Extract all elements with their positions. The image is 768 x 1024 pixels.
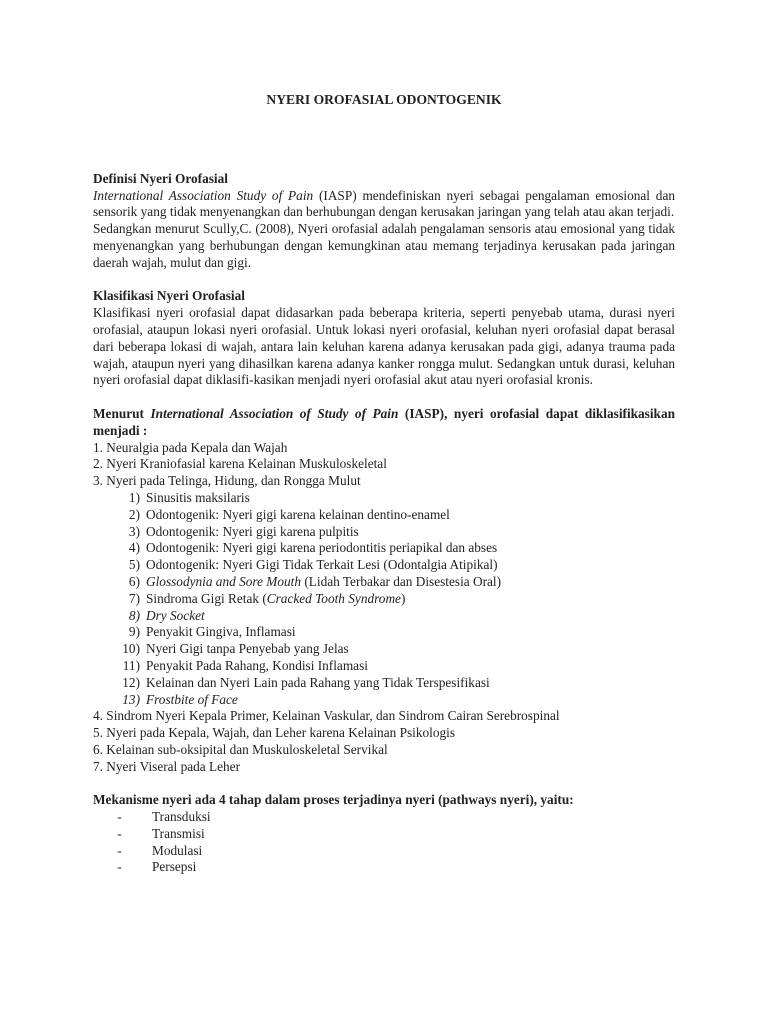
menurut-pre: Menurut — [93, 405, 151, 421]
sublist-number: 4) — [128, 540, 140, 556]
list-item — [93, 742, 675, 759]
classification-sublist — [93, 490, 675, 708]
dash-bullet: - — [117, 809, 122, 825]
mekanisme-text: Transmisi — [152, 825, 205, 841]
sublist-text: Odontogenik: Nyeri gigi karena pulpitis — [146, 523, 359, 539]
sublist-item — [93, 524, 675, 541]
sublist-item — [93, 675, 675, 692]
sublist-number: 6) — [128, 573, 140, 589]
heading-definisi: Definisi Nyeri Orofasial — [93, 170, 228, 186]
list-number: 2. — [93, 456, 107, 472]
classification-list-a — [93, 440, 675, 490]
sublist-text: Sinusitis maksilaris — [146, 489, 250, 505]
list-number: 5. — [93, 725, 107, 741]
list-number: 4. — [93, 708, 107, 724]
dash-bullet: - — [117, 859, 122, 875]
sublist-text: Sindroma Gigi Retak ( — [146, 590, 267, 606]
sublist-text: Kelainan dan Nyeri Lain pada Rahang yang Tidak Terspesifikasi — [146, 674, 490, 690]
sublist-number: 9) — [128, 624, 140, 640]
menurut-post: (IASP), nyeri orofasial dapat diklasifikasikan menjadi : — [93, 405, 675, 438]
list-text: Nyeri pada Telinga, Hidung, dan Rongga Mulut — [106, 473, 361, 489]
list-item — [93, 725, 675, 742]
sublist-number: 2) — [128, 506, 140, 522]
sublist-number: 1) — [128, 489, 140, 505]
mekanisme-item — [93, 809, 675, 826]
list-item — [93, 708, 675, 725]
list-item — [93, 759, 675, 776]
list-text: Nyeri pada Kepala, Wajah, dan Leher karena Kelainan Psikologis — [106, 725, 456, 741]
sublist-text: Odontogenik: Nyeri gigi karena kelainan dentino-enamel — [146, 506, 450, 522]
classification-list-b — [93, 708, 675, 775]
paragraph-definisi-1 — [93, 188, 675, 222]
sublist-text: Penyakit Gingiva, Inflamasi — [146, 624, 296, 640]
list-text: Nyeri Viseral pada Leher — [106, 758, 241, 774]
sublist-number: 7) — [128, 590, 140, 606]
mekanisme-text: Modulasi — [152, 842, 203, 858]
sublist-number: 13) — [122, 691, 140, 707]
sublist-italic: Cracked Tooth Syndrome — [266, 590, 401, 606]
mekanisme-text: Persepsi — [152, 859, 197, 875]
sublist-number: 11) — [122, 657, 140, 673]
list-item — [93, 440, 675, 457]
mekanisme-item — [93, 826, 675, 843]
iasp-italic: International Association Study of Pain — [93, 187, 314, 203]
sublist-item — [93, 557, 675, 574]
page-title: NYERI OROFASIAL ODONTOGENIK — [266, 92, 502, 107]
list-number: 3. — [93, 473, 107, 489]
sublist-number: 12) — [122, 674, 140, 690]
sublist-item — [93, 641, 675, 658]
list-text: Kelainan sub-oksipital dan Muskuloskeletal Servikal — [106, 741, 388, 757]
sublist-text: (Lidah Terbakar dan Disestesia Oral) — [301, 573, 502, 589]
sublist-item — [93, 608, 675, 625]
list-item — [93, 473, 675, 490]
sublist-italic: Glossodynia and Sore Mouth — [146, 573, 301, 589]
sublist-text: Penyakit Pada Rahang, Kondisi Inflamasi — [146, 657, 368, 673]
sublist-item — [93, 591, 675, 608]
sublist-italic: Dry Socket — [146, 607, 205, 623]
list-text: Neuralgia pada Kepala dan Wajah — [106, 439, 288, 455]
paragraph-text: (IASP) mendefiniskan nyeri sebagai pengalaman emosional dan sensorik yang tidak menyenangkan dan berhubungan dengan kerusakan jaringan yang telah atau akan terjadi. — [93, 187, 675, 220]
sublist-number: 10) — [122, 641, 140, 657]
sublist-text: Nyeri Gigi tanpa Penyebab yang Jelas — [146, 641, 349, 657]
mekanisme-text: Transduksi — [152, 809, 211, 825]
heading-mekanisme: Mekanisme nyeri ada 4 tahap dalam proses terjadinya nyeri (pathways nyeri), yaitu: — [93, 792, 574, 808]
paragraph-klasifikasi: Klasifikasi nyeri orofasial dapat didasarkan pada beberapa kriteria, seperti penyebab utama, durasi nyeri orofasial, ataupun lokasi nyeri orofasial. Untuk lokasi nyeri orofasial, keluhan nyeri orofasial dapat berasal dari beberapa lokasi di wajah, antara lain keluhan karena adanya kerusakan pada gigi, adanya trauma pada wajah, ataupun nyeri yang dihasilkan karena adanya kanker rongga mulut. Sedangkan untuk durasi, keluhan nyeri orofasial dapat diklasifi-kasikan menjadi nyeri orofasial akut atau nyeri orofasial kronis. — [93, 305, 675, 388]
sublist-item — [93, 692, 675, 709]
list-text: Sindrom Nyeri Kepala Primer, Kelainan Vaskular, dan Sindrom Cairan Serebrospinal — [106, 708, 560, 724]
sublist-item — [93, 490, 675, 507]
sublist-item — [93, 574, 675, 591]
list-text: Nyeri Kraniofasial karena Kelainan Muskuloskeletal — [106, 456, 387, 472]
paragraph-definisi-2: Sedangkan menurut Scully,C. (2008), Nyeri orofasial adalah pengalaman sensoris atau emosional yang tidak menyenangkan yang berhubungan dengan kemungkinan atau memang terjadinya kerusakan pada jaringan daerah wajah, mulut dan gigi. — [93, 221, 675, 270]
list-number: 1. — [93, 439, 107, 455]
sublist-text: Odontogenik: Nyeri gigi karena periodontitis periapikal dan abses — [146, 540, 498, 556]
list-number: 7. — [93, 758, 107, 774]
list-item — [93, 456, 675, 473]
list-number: 6. — [93, 741, 107, 757]
sublist-number: 5) — [128, 557, 140, 573]
sublist-item — [93, 540, 675, 557]
heading-klasifikasi: Klasifikasi Nyeri Orofasial — [93, 288, 245, 304]
dash-bullet: - — [117, 825, 122, 841]
sublist-text: Odontogenik: Nyeri Gigi Tidak Terkait Lesi (Odontalgia Atipikal) — [146, 557, 498, 573]
sublist-item — [93, 624, 675, 641]
sublist-number: 3) — [128, 523, 140, 539]
document-body — [93, 92, 675, 876]
mekanisme-item — [93, 843, 675, 860]
sublist-number: 8) — [128, 607, 140, 623]
heading-menurut-iasp — [93, 406, 675, 440]
mekanisme-item — [93, 859, 675, 876]
sublist-item — [93, 658, 675, 675]
menurut-italic: International Association of Study of Pain — [150, 405, 399, 421]
sublist-italic: Frostbite of Face — [146, 691, 238, 707]
mekanisme-list — [93, 809, 675, 876]
sublist-text: ) — [400, 590, 406, 606]
sublist-item — [93, 507, 675, 524]
dash-bullet: - — [117, 842, 122, 858]
